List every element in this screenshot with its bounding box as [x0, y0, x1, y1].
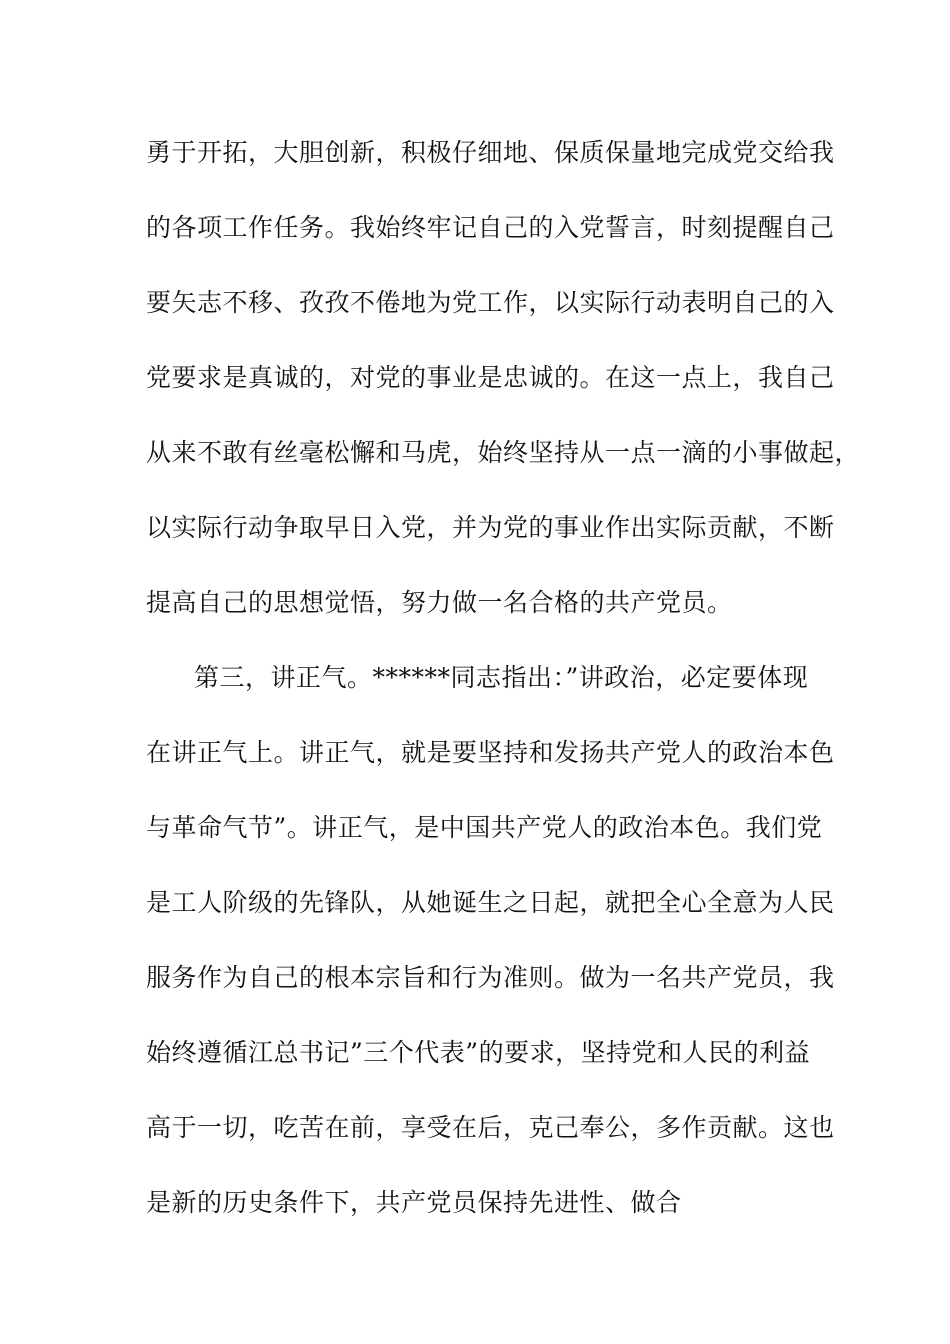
text-line: 勇于开拓，大胆创新，积极仔细地、保质保量地完成党交给我	[146, 138, 835, 167]
text-line: 与革命气节”。讲正气，是中国共产党人的政治本色。我们党	[146, 813, 823, 842]
text-line: 党要求是真诚的，对党的事业是忠诚的。在这一点上，我自己	[146, 363, 835, 392]
text-line: 在讲正气上。讲正气，就是要坚持和发扬共产党人的政治本色	[146, 738, 835, 767]
text-line: 是工人阶级的先锋队，从她诞生之日起，就把全心全意为人民	[146, 888, 835, 917]
text-line: 要矢志不移、孜孜不倦地为党工作，以实际行动表明自己的入	[146, 288, 835, 317]
text-line: 高于一切，吃苦在前，享受在后，克己奉公，多作贡献。这也	[146, 1113, 835, 1142]
text-line: 从来不敢有丝毫松懈和马虎，始终坚持从一点一滴的小事做起，	[146, 438, 861, 467]
text-line: 的各项工作任务。我始终牢记自己的入党誓言，时刻提醒自己	[146, 213, 835, 242]
text-line: 始终遵循江总书记”三个代表”的要求，坚持党和人民的利益	[146, 1038, 811, 1067]
body-text	[146, 130, 861, 1255]
text-line: 以实际行动争取早日入党，并为党的事业作出实际贡献，不断	[146, 513, 835, 542]
text-line: 是新的历史条件下，共产党员保持先进性、做合	[146, 1188, 682, 1217]
text-line: 提高自己的思想觉悟，努力做一名合格的共产党员。	[146, 588, 733, 617]
text-line: 服务作为自己的根本宗旨和行为准则。做为一名共产党员，我	[146, 963, 835, 992]
paragraph-start-line: 第三，讲正气。******同志指出：”讲政治，必定要体现	[194, 663, 809, 692]
